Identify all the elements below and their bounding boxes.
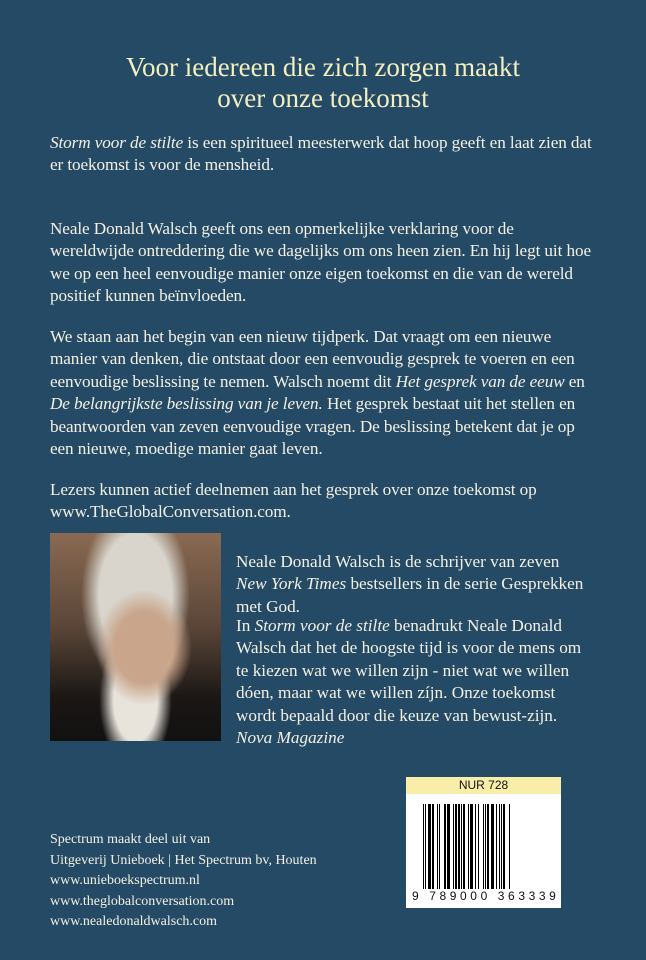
- publisher-line: Spectrum maakt deel uit van: [50, 832, 211, 847]
- p3-italic-1: Het gesprek van de eeuw: [395, 371, 565, 391]
- cover-headline: [0, 52, 646, 114]
- barcode-bars: [423, 804, 543, 894]
- paragraph-3: [50, 326, 595, 460]
- author-photo: [50, 533, 221, 741]
- quote-text-b: benadrukt Neale Donald Walsch dat het de hoogste tijd is voor de mens om te kiezen wat we willen zijn - niet wat we willen dóen, maar wat we willen zíjn. Onze toekomst wordt bepaald door die keuze van bewust-zijn.: [236, 616, 582, 725]
- p3-text-b: en: [564, 371, 585, 391]
- publisher-name: Uitgeverij Unieboek | Het Spectrum bv, Houten: [50, 852, 317, 868]
- nur-code: NUR 728: [406, 777, 561, 794]
- p3-italic-2: De belangrijkste beslissing van je leven.: [50, 394, 323, 414]
- quote-italic-1: Storm voor de stilte: [254, 616, 390, 635]
- quote-text-a: In: [236, 616, 255, 635]
- p3-text-a: We staan aan het begin van een nieuw tijdperk. Dat vraagt om een nieuwe manier van denken, die ontstaat door een eenvoudig gesprek te voeren en een eenvoudige beslissing te nemen. Walsch noemt dit: [50, 327, 575, 391]
- barcode-bar: [509, 804, 510, 894]
- isbn-barcode: [406, 777, 561, 908]
- review-quote: [236, 615, 586, 749]
- bio-text-a: Neale Donald Walsch is de schrijver van zeven: [236, 552, 560, 571]
- intro-text: is een spiritueel meesterwerk dat hoop geeft en laat zien dat er toekomst is voor de mensheid.: [50, 133, 592, 175]
- website-link[interactable]: www.theglobalconversation.com: [50, 893, 235, 909]
- author-bio: [236, 551, 586, 618]
- paragraph-2: [50, 218, 595, 308]
- book-title: Storm voor de stilte: [50, 133, 184, 152]
- website-link[interactable]: www.unieboekspectrum.nl: [50, 873, 200, 888]
- headline-line-1: Voor iedereen die zich zorgen maakt: [125, 52, 521, 82]
- headline-line-2: over onze toekomst: [217, 83, 429, 113]
- bio-text-b: bestsellers in de serie Gesprekken met God.: [236, 574, 584, 616]
- paragraph-4-text: Lezers kunnen actief deelnemen aan het gesprek over onze toekomst op www.TheGlobalConversation.com.: [50, 480, 537, 522]
- intro-paragraph: [50, 132, 595, 177]
- publisher-info: [50, 830, 317, 933]
- quote-source: Nova Magazine: [236, 728, 345, 748]
- p3-text-c: Het gesprek bestaat uit het stellen en beantwoorden van zeven eenvoudige vragen. De beslissing betekent dat je op een nieuwe, moedige manier gaat leven.: [50, 394, 576, 459]
- paragraph-2-text: Neale Donald Walsch geeft ons een opmerkelijke verklaring voor de wereldwijde ontreddering die we dagelijks om ons heen zien. En hij legt uit hoe we op een heel eenvoudige manier onze eigen toekomst en die van de wereld positief kunnen beïnvloeden.: [50, 219, 591, 306]
- paragraph-4: [50, 479, 595, 524]
- website-link[interactable]: www.nealedonaldwalsch.com: [50, 914, 218, 929]
- isbn-number: 9 789000 363339: [412, 889, 560, 903]
- bio-italic: New York Times: [236, 574, 347, 594]
